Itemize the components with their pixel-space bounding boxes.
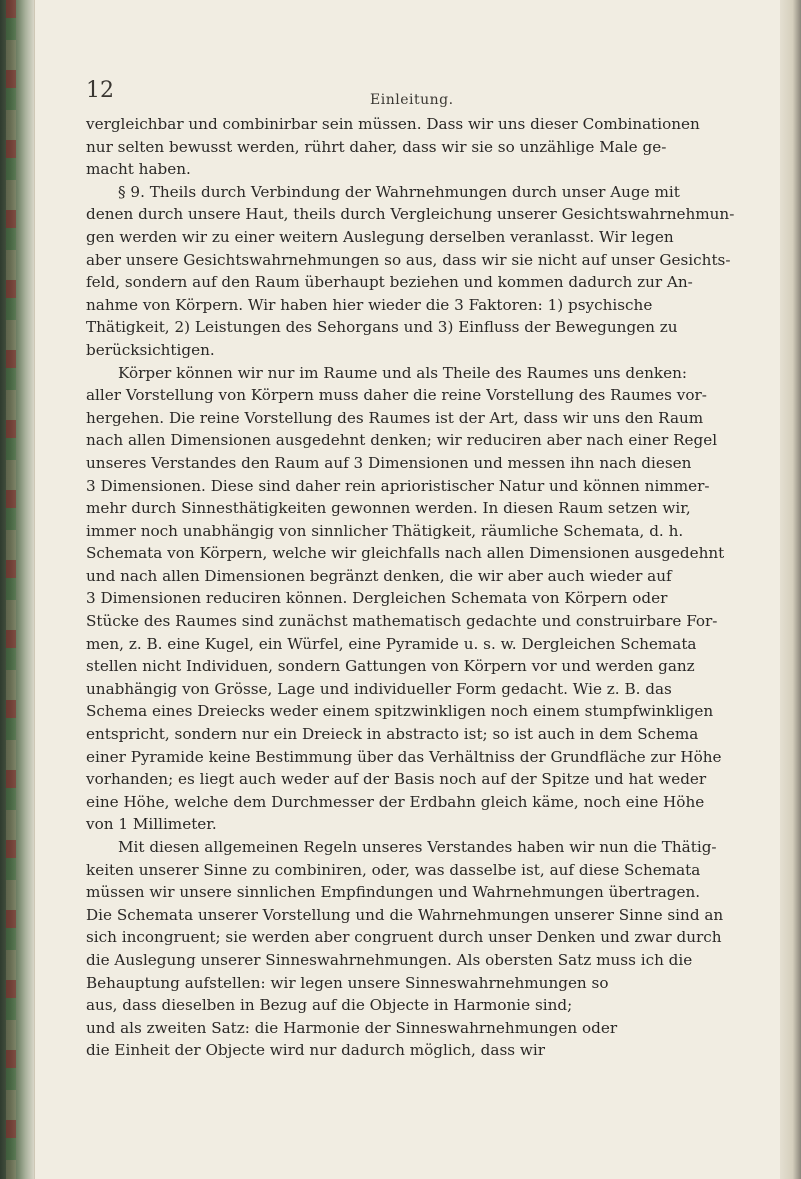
text-line: Behauptung aufstellen: wir legen unsere Sinneswahrnehmungen so	[86, 973, 609, 992]
text-line: unseres Verstandes den Raum auf 3 Dimensionen und messen ihn nach diesen	[86, 453, 692, 472]
page-edge	[780, 0, 801, 1179]
running-head: Einleitung.	[370, 92, 454, 108]
text-line: nur selten bewusst werden, rührt daher, dass wir sie so unzählige Male ge-	[86, 137, 667, 156]
text-line: 3 Dimensionen. Diese sind daher rein aprioristischer Natur und können nimmer-	[86, 476, 710, 495]
text-line: men, z. B. eine Kugel, ein Würfel, eine Pyramide u. s. w. Dergleichen Schemata	[86, 634, 697, 653]
text-line: mehr durch Sinnesthätigkeiten gewonnen werden. In diesen Raum setzen wir,	[86, 499, 691, 518]
page-number: 12	[86, 78, 114, 103]
paragraph-start-line: Mit diesen allgemeinen Regeln unseres Verstandes haben wir nun die Thätig-	[118, 838, 717, 856]
text-line: stellen nicht Individuen, sondern Gattungen von Körpern vor und werden ganz	[86, 657, 695, 676]
book-binding	[0, 0, 34, 1179]
text-line: Die Schemata unserer Vorstellung und die Wahrnehmungen unserer Sinne sind an	[86, 905, 724, 924]
text-line: feld, sondern auf den Raum überhaupt beziehen und kommen dadurch zur An-	[86, 273, 693, 292]
text-line: keiten unserer Sinne zu combiniren, oder, was dasselbe ist, auf diese Schemata	[86, 860, 701, 879]
emphasized-line: aus, dass dieselben in Bezug auf die Objecte in Harmonie sind;	[86, 996, 573, 1015]
text-line: berücksichtigen.	[86, 340, 215, 359]
text-line: aller Vorstellung von Körpern muss daher die reine Vorstellung des Raumes vor-	[86, 386, 707, 405]
paragraph-start-line: Körper können wir nur im Raume und als Theile des Raumes uns denken:	[118, 363, 687, 382]
text-line: von 1 Millimeter.	[86, 815, 217, 834]
text-line: nach allen Dimensionen ausgedehnt denken; wir reduciren aber nach einer Regel	[86, 431, 718, 450]
text-line: gen werden wir zu einer weitern Auslegung derselben veranlasst. Wir legen	[86, 227, 674, 246]
text-line: unabhängig von Grösse, Lage und individueller Form gedacht. Wie z. B. das	[86, 679, 672, 698]
text-line: Stücke des Raumes sind zunächst mathematisch gedachte und construirbare For-	[86, 612, 718, 631]
text-line: denen durch unsere Haut, theils durch Vergleichung unserer Gesichtswahrnehmun-	[86, 205, 735, 224]
text-line: aber unsere Gesichtswahrnehmungen so aus, dass wir sie nicht auf unser Gesichts-	[86, 250, 731, 269]
text-line: und nach allen Dimensionen begränzt denken, die wir aber auch wieder auf	[86, 566, 672, 585]
text-line: macht haben.	[86, 160, 191, 179]
text-line: die Auslegung unserer Sinneswahrnehmungen. Als obersten Satz muss ich die	[86, 950, 693, 969]
text-line: müssen wir unsere sinnlichen Empfindungen und Wahrnehmungen übertragen.	[86, 883, 701, 902]
paragraph-start-line: § 9. Theils durch Verbindung der Wahrnehmungen durch unser Auge mit	[118, 182, 680, 201]
text-line: vorhanden; es liegt auch weder auf der Basis noch auf der Spitze und hat weder	[86, 770, 707, 789]
text-line: entspricht, sondern nur ein Dreieck in abstracto ist; so ist auch in dem Schema	[86, 725, 699, 744]
text-line: Thätigkeit, 2) Leistungen des Sehorgans und 3) Einfluss der Bewegungen zu	[86, 318, 678, 337]
text-line: Schemata von Körpern, welche wir gleichfalls nach allen Dimensionen ausgedehnt	[86, 544, 725, 563]
emphasized-line: die Einheit der Objecte wird nur dadurch möglich, dass wir	[86, 1041, 545, 1060]
text-line: hergehen. Die reine Vorstellung des Raumes ist der Art, dass wir uns den Raum	[86, 408, 704, 427]
text-line: Schema eines Dreiecks weder einem spitzwinkligen noch einem stumpfwinkligen	[86, 702, 714, 721]
text-line: immer noch unabhängig von sinnlicher Thätigkeit, räumliche Schemata, d. h.	[86, 521, 684, 540]
text-line: nahme von Körpern. Wir haben hier wieder die 3 Faktoren: 1) psychische	[86, 295, 653, 314]
text-line: einer Pyramide keine Bestimmung über das Verhältniss der Grundfläche zur Höhe	[86, 747, 722, 766]
emphasized-line: und als zweiten Satz: die Harmonie der Sinneswahrnehmungen oder	[86, 1018, 618, 1037]
text-line: vergleichbar und combinirbar sein müssen. Dass wir uns dieser Combinationen	[86, 115, 700, 133]
text-line: eine Höhe, welche dem Durchmesser der Erdbahn gleich käme, noch eine Höhe	[86, 792, 705, 811]
body-text	[86, 113, 768, 1062]
text-line: 3 Dimensionen reduciren können. Dergleichen Schemata von Körpern oder	[86, 589, 668, 608]
text-line: sich incongruent; sie werden aber congruent durch unser Denken und zwar durch	[86, 928, 722, 947]
